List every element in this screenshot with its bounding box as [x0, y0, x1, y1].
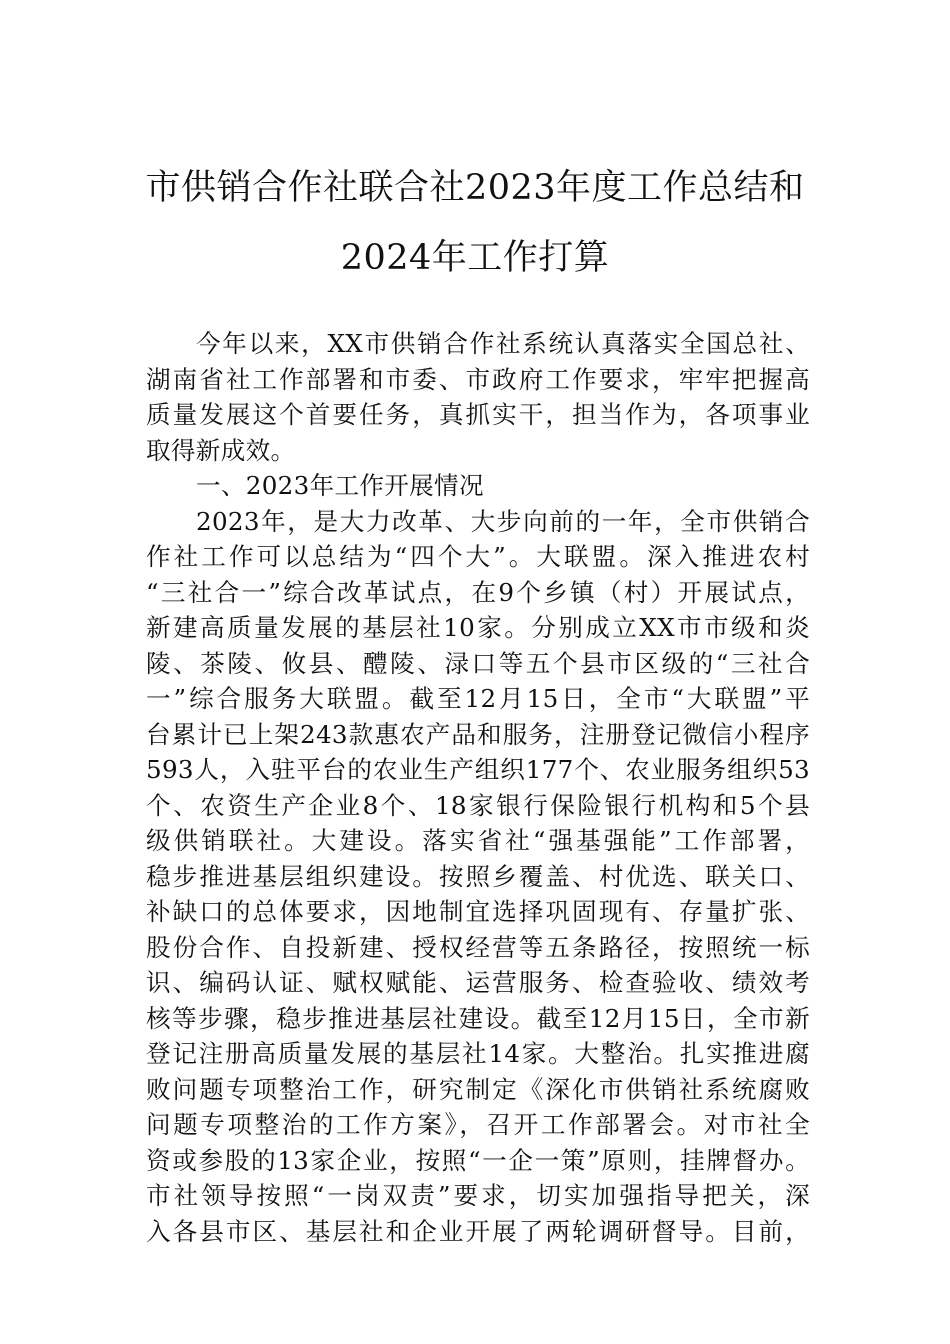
paragraph-line: 个、农资生产企业8个、18家银行保险银行机构和5个县	[146, 790, 810, 820]
section-heading: 一、2023年工作开展情况	[196, 471, 484, 500]
paragraph-line: 今年以来，XX市供销合作社系统认真落实全国总社、	[196, 329, 810, 358]
paragraph-line: 资或参股的13家企业，按照“一企一策”原则，挂牌督办。	[146, 1145, 810, 1175]
paragraph-line: 593人，入驻平台的农业生产组织177个、农业服务组织53	[146, 755, 810, 784]
document-title-line-2: 2024年工作打算	[340, 238, 610, 278]
paragraph-line: 稳步推进基层组织建设。按照乡覆盖、村优选、联关口、	[146, 861, 810, 891]
paragraph-line: 级供销联社。大建设。落实省社“强基强能”工作部署，	[146, 826, 810, 855]
paragraph-line: 识、编码认证、赋权赋能、运营服务、检查验收、绩效考	[146, 968, 810, 997]
paragraph-line: “三社合一”综合改革试点，在9个乡镇（村）开展试点，	[146, 577, 810, 607]
paragraph-line: 市社领导按照“一岗双责”要求，切实加强指导把关，深	[146, 1181, 810, 1210]
paragraph-line: 2023年，是大力改革、大步向前的一年，全市供销合	[196, 506, 810, 536]
paragraph-line: 取得新成效。	[146, 435, 296, 465]
paragraph-line: 补缺口的总体要求，因地制宜选择巩固现有、存量扩张、	[146, 897, 810, 926]
paragraph-line: 败问题专项整治工作，研究制定《深化市供销社系统腐败	[146, 1074, 810, 1104]
paragraph-line: 台累计已上架243款惠农产品和服务，注册登记微信小程序	[146, 719, 810, 749]
paragraph-line: 陵、茶陵、攸县、醴陵、渌口等五个县市区级的“三社合	[146, 648, 810, 678]
paragraph-line: 入各县市区、基层社和企业开展了两轮调研督导。目前，	[146, 1216, 810, 1246]
paragraph-line: 新建高质量发展的基层社10家。分别成立XX市市级和炎	[146, 613, 810, 642]
paragraph-line: 质量发展这个首要任务，真抓实干，担当作为，各项事业	[146, 400, 810, 429]
paragraph-line: 问题专项整治的工作方案》，召开工作部署会。对市社全	[146, 1110, 810, 1139]
paragraph-line: 登记注册高质量发展的基层社14家。大整治。扎实推进腐	[146, 1039, 810, 1068]
paragraph-line: 一”综合服务大联盟。截至12月15日，全市“大联盟”平	[146, 684, 810, 713]
paragraph-line: 湖南省社工作部署和市委、市政府工作要求，牢牢把握高	[146, 364, 810, 394]
paragraph-line: 作社工作可以总结为“四个大”。大联盟。深入推进农村	[146, 542, 810, 571]
document-body	[146, 326, 810, 1249]
document-title-line-1: 市供销合作社联合社2023年度工作总结和	[145, 168, 805, 208]
paragraph-line: 股份合作、自投新建、授权经营等五条路径，按照统一标	[146, 932, 810, 962]
paragraph-line: 核等步骤，稳步推进基层社建设。截至12月15日，全市新	[146, 1003, 810, 1033]
